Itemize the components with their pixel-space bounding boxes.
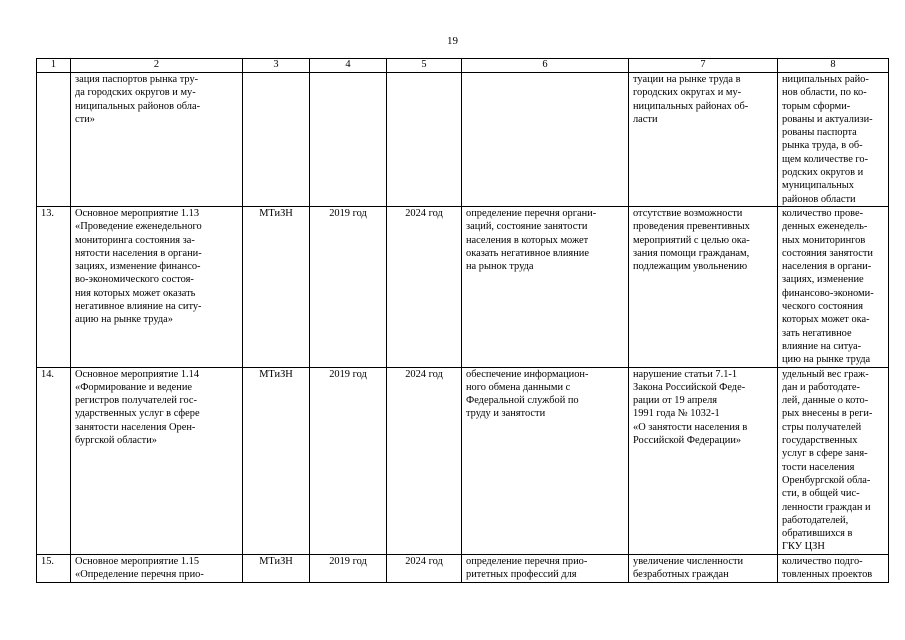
cell-line: ных мониторингов — [782, 234, 866, 246]
cell-line: Оренбургской обла- — [782, 474, 871, 486]
cell-line: регистров получателей гос- — [75, 395, 198, 407]
table-row — [37, 206, 889, 367]
header-cell: 2 — [71, 59, 243, 73]
cell-line: увеличение численности — [633, 555, 744, 567]
cell-line: дан и работодате- — [782, 381, 860, 393]
end-year-cell: 2024 год — [387, 206, 462, 367]
executor-cell: МТиЗН — [243, 367, 310, 554]
row-number: 15. — [37, 554, 71, 582]
cell-line: на рынок труда — [466, 261, 534, 273]
table-row — [37, 367, 889, 554]
result-cell — [462, 554, 629, 582]
cell-line: торым сформи- — [782, 100, 851, 112]
cell-line: подлежащим увольнению — [633, 261, 748, 273]
cell-line: рованы и актуализи- — [782, 113, 873, 125]
cell-line: во-экономического состоя- — [75, 274, 194, 286]
consequence-cell — [629, 73, 778, 207]
cell-line: 1991 года № 1032-1 — [633, 408, 720, 420]
cell-line: населения в которых может — [466, 234, 589, 246]
cell-line: Основное мероприятие 1.13 — [75, 207, 200, 219]
cell-line: щем количестве го- — [782, 153, 869, 165]
header-cell: 5 — [387, 59, 462, 73]
result-cell — [462, 206, 629, 367]
cell-line: сти, в общей чис- — [782, 488, 860, 500]
cell-line: государственных — [782, 435, 858, 447]
end-year-cell: 2024 год — [387, 554, 462, 582]
cell-line: сти» — [75, 113, 95, 125]
cell-line: рованы паспорта — [782, 127, 857, 139]
cell-line: количество подго- — [782, 555, 863, 567]
cell-line: бургской области» — [75, 435, 157, 447]
cell-line: занятости населения Орен- — [75, 421, 196, 433]
row-number: 13. — [37, 206, 71, 367]
cell-line: товленных проектов — [782, 568, 873, 580]
cell-line: «Определение перечня прио- — [75, 568, 204, 580]
indicator-cell — [778, 206, 889, 367]
cell-line: безработных граждан — [633, 568, 729, 580]
cell-line: зания помощи гражданам, — [633, 247, 750, 259]
cell-line: цию на рынке труда — [782, 354, 871, 366]
header-cell: 6 — [462, 59, 629, 73]
executor-cell: МТиЗН — [243, 554, 310, 582]
executor-cell: МТиЗН — [243, 206, 310, 367]
cell-line: зациях, изменение финансо- — [75, 261, 201, 273]
cell-line: тости населения — [782, 461, 855, 473]
cell-line: денных еженедель- — [782, 221, 868, 233]
measure-name-cell — [71, 367, 243, 554]
measures-table — [36, 58, 889, 583]
header-cell: 1 — [37, 59, 71, 73]
header-row — [37, 59, 889, 73]
cell-line: Российской Федерации» — [633, 435, 742, 447]
measure-name-cell — [71, 206, 243, 367]
cell-line: определение перечня органи- — [466, 207, 597, 219]
cell-line: количество прове- — [782, 207, 864, 219]
start-year-cell: 2019 год — [310, 367, 387, 554]
cell-line: ниципальных райо- — [782, 74, 869, 85]
cell-line: ласти — [633, 113, 658, 125]
page-number: 19 — [447, 35, 458, 47]
indicator-cell — [778, 554, 889, 582]
end-year-cell: 2024 год — [387, 367, 462, 554]
cell-line: ческого состояния — [782, 301, 863, 313]
cell-line: мероприятий с целью ока- — [633, 234, 750, 246]
cell-line: районов области — [782, 193, 856, 205]
cell-line: ацию на рынке труда» — [75, 314, 173, 326]
start-year-cell: 2019 год — [310, 206, 387, 367]
cell-line: определение перечня прио- — [466, 555, 588, 567]
cell-line: отсутствие возможности — [633, 207, 743, 219]
cell-line: оказать негативное влияние — [466, 247, 589, 259]
cell-line: проведения превентивных — [633, 221, 750, 233]
cell-line: ленности граждан и — [782, 501, 871, 513]
cell-line: рации от 19 апреля — [633, 395, 718, 407]
cell-line: влияние на ситуа- — [782, 340, 862, 352]
header-cell: 8 — [778, 59, 889, 73]
continuation-row — [37, 73, 889, 207]
header-cell: 7 — [629, 59, 778, 73]
cell-line: которых может ока- — [782, 314, 870, 326]
cell-line: рых внесены в реги- — [782, 408, 873, 420]
cell-line: зать негативное — [782, 327, 852, 339]
cell-line: зациях, изменение — [782, 274, 864, 286]
cell-line: рынка труда, в об- — [782, 140, 863, 152]
cell-line: работодателей, — [782, 514, 849, 526]
cell-line: ритетных профессий для — [466, 568, 577, 580]
measure-name-cell — [71, 554, 243, 582]
cell-line: финансово-экономи- — [782, 287, 874, 299]
cell-line: ниципальных районов обла- — [75, 100, 201, 112]
cell-line: Закона Российской Феде- — [633, 381, 746, 393]
consequence-cell — [629, 554, 778, 582]
cell-line: удельный вес граж- — [782, 368, 869, 380]
cell-line: заций, состояние занятости — [466, 221, 588, 233]
cell-line: ударственных услуг в сфере — [75, 408, 200, 420]
cell-line: «О занятости населения в — [633, 421, 748, 433]
cell-line: нятости населения в органи- — [75, 247, 202, 259]
cell-line: Федеральной службой по — [466, 395, 579, 407]
indicator-cell — [778, 367, 889, 554]
cell-line: услуг в сфере заня- — [782, 448, 868, 460]
cell-line: обратившихся в — [782, 528, 853, 540]
result-cell — [462, 367, 629, 554]
measure-name-cell — [71, 73, 243, 207]
cell-line: муниципальных — [782, 180, 854, 192]
cell-line: лей, данные о кото- — [782, 395, 869, 407]
table-row — [37, 554, 889, 582]
cell-line: стры получателей — [782, 421, 862, 433]
cell-line: зация паспортов рынка тру- — [75, 74, 199, 85]
cell-line: да городских округов и му- — [75, 87, 196, 99]
cell-line: «Проведение еженедельного — [75, 221, 202, 233]
cell-line: городских округах и му- — [633, 87, 742, 99]
cell-line: нарушение статьи 7.1-1 — [633, 368, 738, 380]
consequence-cell — [629, 367, 778, 554]
cell-line: населения в органи- — [782, 261, 872, 273]
consequence-cell — [629, 206, 778, 367]
cell-line: Основное мероприятие 1.15 — [75, 555, 200, 567]
cell-line: ния которых может оказать — [75, 287, 196, 299]
header-cell: 3 — [243, 59, 310, 73]
cell-line: труду и занятости — [466, 408, 546, 420]
cell-line: ного обмена данными с — [466, 381, 571, 393]
cell-line: ГКУ ЦЗН — [782, 541, 825, 553]
cell-line: родских округов и — [782, 167, 864, 179]
cell-line: ниципальных районах об- — [633, 100, 749, 112]
cell-line: мониторинга состояния за- — [75, 234, 195, 246]
cell-line: нов области, по ко- — [782, 87, 867, 99]
cell-line: обеспечение информацион- — [466, 368, 589, 380]
indicator-cell — [778, 73, 889, 207]
cell-line: Основное мероприятие 1.14 — [75, 368, 200, 380]
cell-line: «Формирование и ведение — [75, 381, 192, 393]
cell-line: туации на рынке труда в — [633, 74, 741, 85]
cell-line: состояния занятости — [782, 247, 873, 259]
cell-line: негативное влияние на ситу- — [75, 301, 202, 313]
row-number: 14. — [37, 367, 71, 554]
start-year-cell: 2019 год — [310, 554, 387, 582]
header-cell: 4 — [310, 59, 387, 73]
